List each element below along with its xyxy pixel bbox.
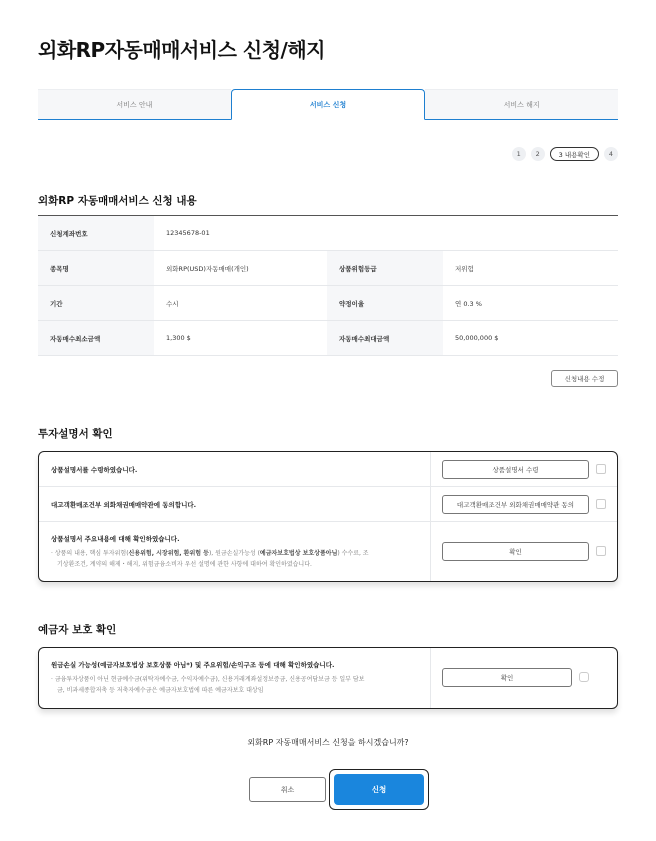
receipt-checkbox[interactable] [596,464,606,474]
depositor-description [51,674,421,696]
apply-button[interactable]: 신청 [334,774,424,805]
desc-text: 금, 비과세종합저축 등 저축자예수금은 예금자보호법에 따른 예금자보호 대상임 [57,687,264,694]
prospectus-row-receipt [39,452,617,487]
prospectus-row-terms [39,487,617,522]
row-text [51,522,421,581]
account-label: 신청계좌번호 [38,216,154,251]
min-amount-label: 자동매수최소금액 [38,321,154,356]
row-text [51,452,421,486]
tab-service-info[interactable]: 서비스 안내 [38,89,231,119]
depositor-confirm-box [38,647,618,709]
apply-section-title: 외화RP 자동매매서비스 신청 내용 [38,195,197,207]
contents-title: 상품설명서 주요내용에 대해 확인하였습니다. [51,534,180,543]
table-row [38,251,618,286]
prospectus-confirm-box [38,451,618,582]
contents-confirm-button[interactable]: 확인 [442,542,589,561]
edit-application-button[interactable]: 신청내용 수정 [551,370,618,387]
tab-bar [38,89,618,120]
risk-value: 저위험 [443,251,618,286]
max-amount-label: 자동매수최대금액 [327,321,443,356]
account-value: 12345678-01 [154,216,618,251]
cancel-button[interactable]: 취소 [249,777,326,802]
period-value: 수시 [154,286,327,321]
step-indicator [512,147,618,161]
rate-value: 연 0.3 % [443,286,618,321]
product-label: 종목명 [38,251,154,286]
step-3-current: 3 내용확인 [550,147,599,161]
min-amount-value: 1,300 $ [154,321,327,356]
depositor-row [39,648,617,708]
desc-emphasis: 예금자보호법상 보호상품아님 [259,549,338,557]
desc-text: ) 수수료, 조 [337,549,369,557]
table-row [38,286,618,321]
apply-info-table [38,215,618,356]
depositor-section-title: 예금자 보호 확인 [38,624,117,636]
rate-label: 약정이율 [327,286,443,321]
page-title: 외화RP자동매매서비스 신청/해지 [38,38,325,62]
contents-description [51,548,421,570]
max-amount-value: 50,000,000 $ [443,321,618,356]
depositor-confirm-button[interactable]: 확인 [442,668,572,687]
apply-question: 외화RP 자동매매서비스 신청을 하시겠습니까? [247,738,409,747]
table-row [38,216,618,251]
step-2: 2 [531,147,545,161]
receive-prospectus-button[interactable]: 상품설명서 수령 [442,460,589,479]
tab-service-cancel[interactable]: 서비스 해지 [425,89,618,119]
row-text [51,648,421,708]
risk-label: 상품위험등급 [327,251,443,286]
table-row [38,321,618,356]
depositor-checkbox[interactable] [579,672,589,682]
desc-emphasis: 신용위험, 시장위험, 환위험 등 [128,549,209,557]
contents-checkbox[interactable] [596,546,606,556]
terms-agree-button[interactable]: 대고객환매조건부 외화채권매매약관 동의 [442,495,589,514]
terms-text: 대고객환매조건부 외화채권매매약관에 동의합니다. [51,500,197,509]
desc-text: · 금융투자상품이 아닌 현금예수금(위탁자예수금, 수익자예수금), 신용거래계좌설정보증금, 신용공여담보금 등 일부 담보 [51,676,365,683]
product-value: 외화RP(USD)자동매매(개인) [154,251,327,286]
desc-text: · 상품의 내용, 핵심 투자위험( [51,549,129,557]
tab-service-apply[interactable]: 서비스 신청 [231,89,426,120]
step-4: 4 [604,147,618,161]
depositor-title: 원금손실 가능성(예금자보호법상 보호상품 아님*) 및 주요위험/손익구조 등에 대해 확인하였습니다. [51,661,335,669]
terms-checkbox[interactable] [596,499,606,509]
receipt-text: 상품설명서를 수령하였습니다. [51,465,138,474]
step-1: 1 [512,147,526,161]
row-text [51,487,421,521]
prospectus-section-title: 투자설명서 확인 [38,428,113,440]
period-label: 기간 [38,286,154,321]
desc-text: 기상환조건, 계약의 해제・해지, 위험금융소비자 우선 설명에 관한 사항에 대하여 확인하였습니다. [57,560,312,568]
desc-text: ), 원금손실가능성 ( [208,549,260,557]
prospectus-row-contents [39,522,617,581]
